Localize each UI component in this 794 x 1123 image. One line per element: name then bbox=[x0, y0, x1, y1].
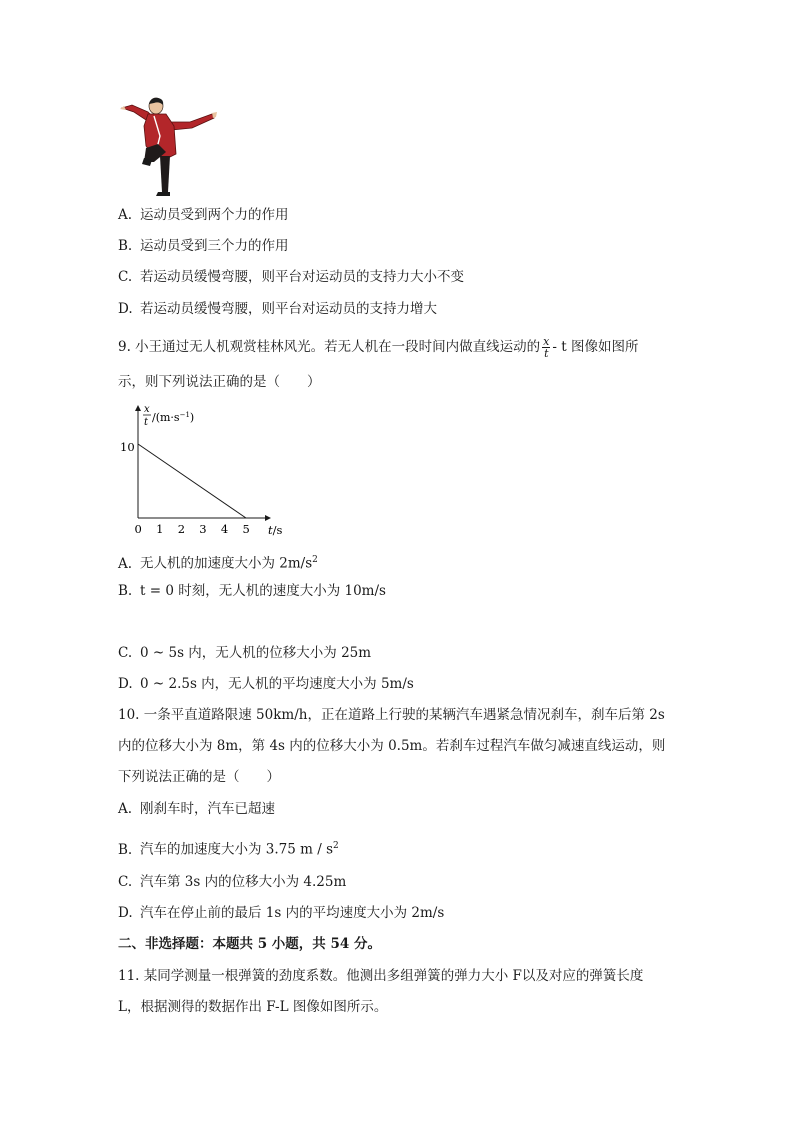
q11-stem-line2: L，根据测得的数据作出 F-L 图像如图所示。 bbox=[118, 999, 388, 1015]
q8-option-c: C. 若运动员缓慢弯腰，则平台对运动员的支持力大小不变 bbox=[118, 269, 464, 285]
x-tick-label: 3 bbox=[199, 522, 207, 536]
x-tick-label: 0 bbox=[134, 522, 142, 536]
q9-fraction: $\frac{x}{t}$ bbox=[543, 335, 550, 360]
q10-stem-line1: 10. 一条平直道路限速 50km/h，正在道路上行驶的某辆汽车遇紧急情况刹车，刹车后第 2s bbox=[118, 707, 665, 723]
x-tick-label: 4 bbox=[220, 522, 229, 536]
athlete-illustration bbox=[118, 96, 218, 200]
q10-option-a: A. 刚刹车时，汽车已超速 bbox=[118, 801, 275, 817]
q10-stem-line2: 内的位移大小为 8m，第 4s 内的位移大小为 0.5m。若刹车过程汽车做匀减速直线运动，则 bbox=[118, 738, 666, 754]
y-axis-unit: $/(m\cdot s^{-1})$ bbox=[152, 411, 195, 424]
y-axis-label-den: t bbox=[144, 417, 149, 428]
q9-stem-line2: 示，则下列说法正确的是（ ） bbox=[118, 374, 321, 390]
q8-option-b: B. 运动员受到三个力的作用 bbox=[118, 238, 289, 254]
q9-stem: 9. 小王通过无人机观赏桂林风光。若无人机在一段时间内做直线运动的 $\frac{x}{t}$ - t 图像如图所 bbox=[118, 335, 639, 360]
series-line bbox=[138, 444, 246, 518]
q11-stem-line1: 11. 某同学测量一根弹簧的劲度系数。他测出多组弹簧的弹力大小 F以及对应的弹簧长度 bbox=[118, 968, 644, 984]
q10-stem-line3: 下列说法正确的是（ ） bbox=[118, 769, 280, 785]
section-heading: 二、非选择题：本题共 5 小题，共 54 分。 bbox=[118, 936, 381, 952]
x-tick-label: 1 bbox=[156, 522, 164, 536]
q9-option-c: C. 0 ~ 5s 内，无人机的位移大小为 25m bbox=[118, 645, 372, 661]
q9-xt-graph bbox=[112, 400, 302, 540]
x-axis-label: t/s bbox=[268, 523, 283, 537]
x-tick-label: 5 bbox=[242, 522, 250, 536]
x-tick-label: 2 bbox=[177, 522, 186, 536]
q10-option-d: D. 汽车在停止前的最后 1s 内的平均速度大小为 2m/s bbox=[118, 905, 445, 921]
x-tick-labels bbox=[135, 522, 250, 536]
q10-option-b: B. 汽车的加速度大小为 3.75 m / $s^2$ bbox=[118, 841, 339, 858]
q9-option-a: A. 无人机的加速度大小为 $2m/s^2$ bbox=[118, 555, 318, 572]
q9-option-d: D. 0 ~ 2.5s 内，无人机的平均速度大小为 5m/s bbox=[118, 676, 414, 692]
y-axis-label-num: x bbox=[144, 404, 150, 415]
q8-option-a: A. 运动员受到两个力的作用 bbox=[118, 207, 289, 223]
q8-option-d: D. 若运动员缓慢弯腰，则平台对运动员的支持力增大 bbox=[118, 301, 437, 317]
q9-option-b: B. t = 0 时刻，无人机的速度大小为 10m/s bbox=[118, 583, 386, 599]
q10-option-c: C. 汽车第 3s 内的位移大小为 4.25m bbox=[118, 874, 347, 890]
y-tick-label: 10 bbox=[120, 440, 135, 454]
